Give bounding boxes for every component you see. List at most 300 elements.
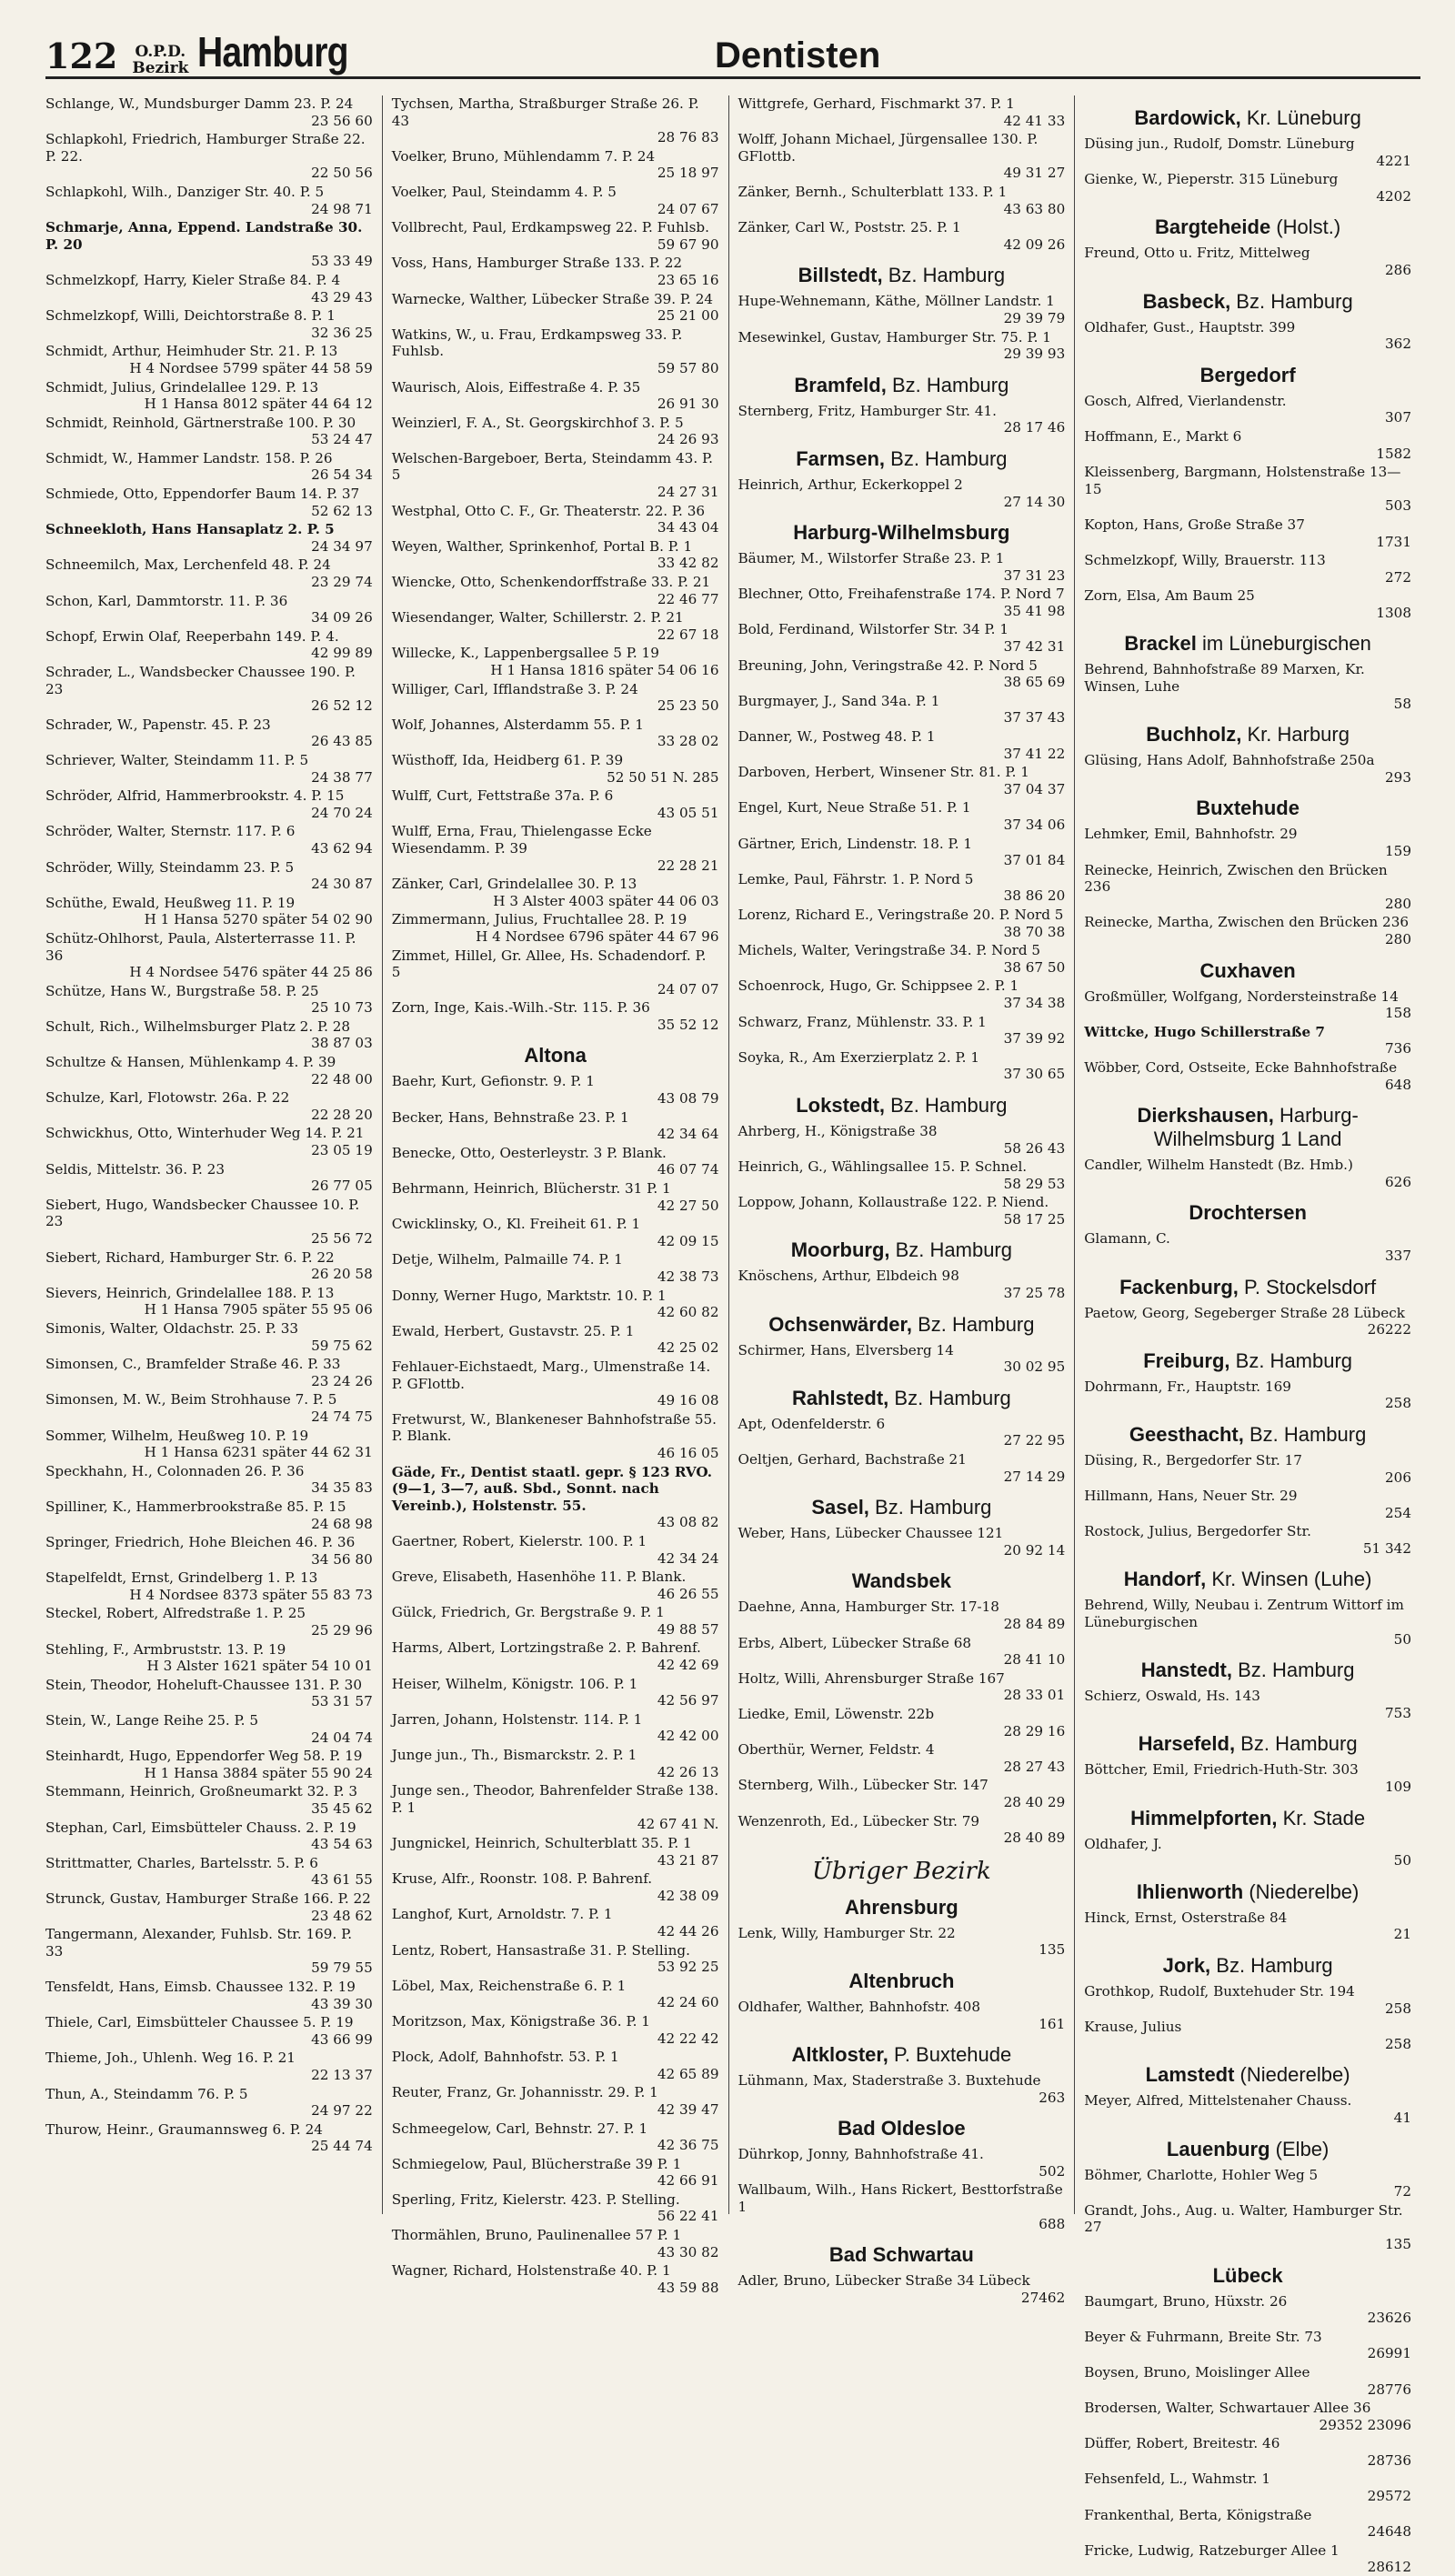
directory-entry [45, 787, 373, 821]
entry-phone: 37 25 78 [1003, 1285, 1066, 1302]
entry-phone: 22 67 18 [657, 626, 719, 643]
entry-phone: 43 54 63 [311, 1836, 373, 1853]
entry-phone: 206 [1385, 1468, 1411, 1486]
entry-text: Weyen, Walther, Sprinkenhof, Portal B. P. 1 [391, 537, 693, 555]
directory-entry [1084, 1523, 1411, 1557]
entry-phone: 24 30 87 [311, 876, 373, 893]
directory-entry [392, 823, 719, 874]
entry-text: Grandt, Johs., Aug. u. Walter, Hamburger Str. 27 [1084, 2201, 1403, 2236]
entry-phone: 4202 [1376, 187, 1411, 205]
entry-phone: 37 01 84 [1003, 852, 1066, 869]
column-2 [382, 95, 728, 2296]
directory-entry [392, 1288, 719, 1321]
entry-text: Warnecke, Walther, Lübecker Straße 39. P. 24 [391, 290, 714, 307]
directory-entry [1084, 1836, 1411, 1869]
entry-phone: 43 59 88 [657, 2279, 719, 2296]
entry-text: Schmiegelow, Paul, Blücherstraße 39 P. 1 [391, 2155, 682, 2172]
entry-text: Sternberg, Fritz, Hamburger Str. 41. [738, 402, 997, 419]
directory-entry [45, 1979, 373, 2012]
entry-text: Strunck, Gustav, Hamburger Straße 166. P. 22 [45, 1889, 371, 1907]
district-heading [1084, 1807, 1411, 1830]
district-name: Lamstedt [1145, 2063, 1235, 2087]
entry-text: Benecke, Otto, Oesterleystr. 3 P. Blank. [391, 1144, 667, 1161]
directory-entry [1084, 2202, 1411, 2253]
directory-entry [738, 586, 1066, 619]
district-name: Bargteheide [1155, 216, 1271, 239]
district-heading [1084, 1568, 1411, 1591]
directory-entry [45, 1748, 373, 1781]
entry-text: Schmidt, Arthur, Heimhuder Str. 21. P. 13 [45, 343, 338, 360]
entry-phone: 362 [1385, 336, 1411, 353]
directory-entry [45, 859, 373, 893]
directory-entry [738, 476, 1066, 510]
entry-text: Bäumer, M., Wilstorfer Straße 23. P. 1 [738, 550, 1005, 567]
district-name: Übriger Bezirk [812, 1857, 991, 1885]
entry-phone: H 3 Alster 4003 später 44 06 03 [493, 892, 719, 909]
entry-phone: 26 43 85 [311, 733, 373, 750]
entry-phone: 42 24 60 [657, 1994, 719, 2011]
directory-entry [738, 2272, 1066, 2306]
directory-entry [392, 415, 719, 448]
entry-text: Schirmer, Hans, Elversberg 14 [738, 1341, 954, 1358]
district-name: Sasel, [811, 1496, 869, 1519]
entry-phone: 23 29 74 [311, 574, 373, 591]
directory-entry [45, 521, 373, 555]
entry-text: Schwickhus, Otto, Winterhuder Weg 14. P. 21 [45, 1125, 365, 1142]
column-3 [728, 95, 1075, 2306]
entry-text: Donny, Werner Hugo, Marktstr. 10. P. 1 [391, 1287, 667, 1304]
district-heading [1084, 1201, 1411, 1225]
entry-phone: 42 99 89 [311, 645, 373, 662]
entry-phone: 286 [1385, 261, 1411, 278]
entry-text: Baumgart, Bruno, Hüxstr. 26 [1084, 2292, 1288, 2310]
entry-text: Langhof, Kurt, Arnoldstr. 7. P. 1 [391, 1906, 613, 1923]
entry-phone: 161 [1039, 2015, 1066, 2032]
entry-phone: 159 [1385, 843, 1411, 860]
entry-text: Wenzenroth, Ed., Lübecker Str. 79 [738, 1812, 980, 1829]
district-name: Wandsbek [851, 1569, 951, 1593]
entry-text: Krause, Julius [1084, 2019, 1182, 2036]
entry-phone: 24 98 71 [311, 200, 373, 217]
entry-phone: 42 36 75 [657, 2137, 719, 2154]
directory-entry [45, 1197, 373, 1248]
directory-entry [45, 717, 373, 750]
entry-phone: 37 34 38 [1003, 994, 1066, 1011]
district-heading [738, 521, 1066, 545]
directory-entry [45, 2050, 373, 2083]
entry-text: Wolf, Johannes, Alsterdamm 55. P. 1 [391, 716, 644, 733]
directory-entry [1084, 752, 1411, 786]
entry-phone: H 3 Alster 1621 später 54 10 01 [146, 1658, 373, 1675]
directory-entry [738, 329, 1066, 363]
district-heading [738, 2043, 1066, 2067]
directory-entry [1084, 2019, 1411, 2052]
district-suffix: im Lüneburgischen [1196, 632, 1371, 656]
entry-text: Böttcher, Emil, Friedrich-Huth-Str. 303 [1084, 1761, 1359, 1779]
column-1 [45, 95, 382, 2214]
entry-phone: 72 [1393, 2183, 1411, 2200]
entry-text: Lentz, Robert, Hansastraße 31. P. Stelling. [391, 1941, 690, 1959]
directory-entry [45, 628, 373, 662]
district-name: Ochsenwärder, [768, 1312, 912, 1336]
directory-entry [1084, 428, 1411, 462]
directory-entry [392, 2049, 719, 2082]
entry-text: Engel, Kurt, Neue Straße 51. P. 1 [738, 799, 971, 817]
entry-text: Rostock, Julius, Bergedorfer Str. [1084, 1523, 1311, 1540]
directory-entry [738, 403, 1066, 436]
entry-text: Schmiede, Otto, Eppendorfer Baum 14. P. 37 [45, 486, 360, 503]
entry-text: Stephan, Carl, Eimsbütteler Chauss. 2. P. 19 [45, 1819, 356, 1836]
entry-phone: 1582 [1376, 445, 1411, 462]
entry-phone: 43 21 87 [657, 1851, 719, 1869]
entry-phone: 43 63 80 [1003, 200, 1066, 217]
directory-entry [738, 293, 1066, 326]
entry-text: Grothkop, Rudolf, Buxtehuder Str. 194 [1084, 1983, 1355, 2000]
entry-phone: 23 24 26 [311, 1372, 373, 1389]
entry-text: Glüsing, Hans Adolf, Bahnhofstraße 250a [1084, 752, 1375, 769]
directory-entry [45, 1391, 373, 1425]
directory-entry [1084, 1597, 1411, 1648]
entry-phone: 38 67 50 [1003, 958, 1066, 976]
entry-phone: 58 26 43 [1003, 1139, 1066, 1157]
entry-text: Boysen, Bruno, Moislinger Allee [1084, 2363, 1310, 2381]
directory-entry [738, 95, 1066, 129]
directory-entry [392, 1906, 719, 1940]
entry-text: Schmidt, Julius, Grindelallee 129. P. 13 [45, 378, 319, 396]
entry-text: Sommer, Wilhelm, Heußweg 10. P. 19 [45, 1427, 309, 1444]
entry-text: Behrend, Willy, Neubau i. Zentrum Wittorf im Lüneburgischen [1084, 1597, 1404, 1631]
entry-text: Fehlauer-Eichstaedt, Marg., Ulmenstraße 14. P. GFlottb. [391, 1358, 711, 1392]
district-suffix: Bz. Hamburg [889, 1238, 1012, 1262]
entry-phone: 28 84 89 [1003, 1616, 1066, 1632]
entry-phone: 258 [1385, 2000, 1411, 2017]
entry-phone: 37 31 23 [1003, 566, 1066, 584]
entry-phone: 158 [1385, 1005, 1411, 1022]
district-name: Bramfeld, [794, 373, 887, 396]
directory-entry [45, 1926, 373, 1977]
entry-phone: 28 40 89 [1003, 1829, 1066, 1847]
entry-text: Michels, Walter, Veringstraße 34. P. Nord 5 [738, 942, 1041, 959]
entry-text: Knöschens, Arthur, Elbdeich 98 [738, 1268, 959, 1285]
directory-entry [1084, 2167, 1411, 2200]
directory-entry [392, 1533, 719, 1567]
directory-entry [738, 764, 1066, 797]
entry-phone: 26 20 58 [311, 1266, 373, 1283]
district-suffix: (Niederelbe) [1234, 2063, 1350, 2087]
directory-entry [392, 503, 719, 536]
entry-phone: 25 56 72 [311, 1230, 373, 1247]
entry-text: Gülck, Friedrich, Gr. Bergstraße 9. P. 1 [391, 1604, 665, 1621]
entry-text: Schmidt, W., Hammer Landstr. 158. P. 26 [45, 449, 333, 466]
entry-phone: 38 65 69 [1003, 674, 1066, 691]
district-name: Altkloster, [791, 2043, 888, 2067]
entry-phone: 43 62 94 [311, 839, 373, 857]
entry-text: Wüsthoff, Ida, Heidberg 61. P. 39 [391, 751, 624, 768]
entry-phone: 59 75 62 [311, 1337, 373, 1354]
entry-text: Schrader, W., Papenstr. 45. P. 23 [45, 716, 271, 733]
entry-text: Detje, Wilhelm, Palmaille 74. P. 1 [391, 1251, 623, 1268]
district-suffix: Kr. Stade [1277, 1806, 1366, 1829]
entry-text: Darboven, Herbert, Winsener Str. 81. P. 1 [738, 764, 1029, 781]
directory-entry [392, 947, 719, 998]
entry-phone: 46 26 55 [657, 1585, 719, 1602]
entry-text: Schüthe, Ewald, Heußweg 11. P. 19 [45, 894, 296, 911]
directory-entry [1084, 1059, 1411, 1093]
directory-entry [1084, 319, 1411, 353]
directory-entry [45, 219, 373, 270]
entry-text: Loppow, Johann, Kollaustraße 122. P. Niend. [738, 1194, 1049, 1211]
directory-entry [392, 1639, 719, 1673]
entry-text: Thiele, Carl, Eimsbütteler Chaussee 5. P. 19 [45, 2014, 354, 2031]
district-heading [738, 1238, 1066, 1262]
entry-text: Zimmet, Hillel, Gr. Allee, Hs. Schadendorf. P. 5 [391, 947, 707, 981]
entry-phone: 258 [1385, 1395, 1411, 1412]
district-suffix: (Elbe) [1269, 2137, 1330, 2160]
entry-phone: 27 14 30 [1003, 493, 1066, 510]
directory-entry [392, 1676, 719, 1709]
directory-entry [392, 1216, 719, 1249]
entry-text: Simonsen, M. W., Beim Strohhause 7. P. 5 [45, 1391, 337, 1408]
directory-entry [1084, 2364, 1411, 2398]
entry-text: Willecke, K., Lappenbergsallee 5 P. 19 [391, 645, 659, 662]
entry-text: Schulze, Karl, Flotowstr. 26a. P. 22 [45, 1089, 290, 1107]
directory-entry [392, 1569, 719, 1602]
district-heading [1084, 1732, 1411, 1756]
entry-text: Düffer, Robert, Breitestr. 46 [1084, 2435, 1280, 2452]
district-name: Bardowick, [1134, 106, 1241, 129]
entry-phone: H 1 Hansa 3884 später 55 90 24 [144, 1764, 373, 1781]
entry-phone: 59 67 90 [657, 236, 719, 253]
directory-entry [738, 907, 1066, 940]
directory-entry [45, 2086, 373, 2120]
entry-phone: 29 39 93 [1003, 346, 1066, 363]
entry-text: Oberthür, Werner, Feldstr. 4 [738, 1741, 935, 1759]
district-name: Jork, [1162, 1954, 1211, 1977]
directory-entry [738, 2072, 1066, 2106]
entry-phone: 24 04 74 [311, 1729, 373, 1746]
district-suffix: (Holst.) [1270, 216, 1341, 239]
district-heading [738, 2243, 1066, 2267]
entry-phone: 26222 [1367, 1321, 1411, 1338]
entry-phone: 26991 [1367, 2345, 1411, 2362]
district-name: Freiburg, [1143, 1348, 1230, 1372]
directory-entry [45, 1285, 373, 1318]
district-heading [1084, 1880, 1411, 1904]
entry-text: Wulff, Erna, Frau, Thielengasse Ecke Wiesendamm. P. 39 [391, 823, 652, 857]
directory-entry [392, 1145, 719, 1178]
directory-entry [45, 930, 373, 981]
directory-entry [392, 999, 719, 1033]
entry-phone: 25 23 50 [657, 697, 719, 715]
entry-phone: 27 14 29 [1003, 1468, 1066, 1485]
district-heading [738, 2117, 1066, 2140]
entry-phone: 53 31 57 [311, 1693, 373, 1710]
entry-phone: 50 [1393, 1852, 1411, 1869]
directory-entry [1084, 393, 1411, 426]
entry-phone: 42 34 24 [657, 1549, 719, 1567]
entry-text: Stein, Theodor, Hoheluft-Chaussee 131. P. 30 [45, 1676, 362, 1693]
directory-entry [392, 2156, 719, 2190]
directory-entry [45, 1641, 373, 1675]
entry-text: Stapelfeldt, Ernst, Grindelberg 1. P. 13 [45, 1569, 318, 1587]
entry-phone: 26 52 12 [311, 697, 373, 715]
entry-text: Breuning, John, Veringstraße 42. P. Nord 5 [738, 657, 1038, 674]
entry-text: Schlange, W., Mundsburger Damm 23. P. 24 [45, 95, 354, 112]
entry-text: Hupe-Wehnemann, Käthe, Möllner Landstr. 1 [738, 293, 1055, 310]
district-suffix: Kr. Lüneburg [1240, 106, 1361, 129]
entry-text: Voelker, Bruno, Mühlendamm 7. P. 24 [391, 147, 656, 165]
entry-text: Simonis, Walter, Oldachstr. 25. P. 33 [45, 1319, 299, 1337]
entry-text: Greve, Elisabeth, Hasenhöhe 11. P. Blank. [391, 1569, 687, 1586]
district-name: Himmelpforten, [1130, 1806, 1278, 1829]
entry-phone: 26 77 05 [311, 1178, 373, 1195]
entry-phone: 37 41 22 [1003, 745, 1066, 762]
district-heading [1084, 364, 1411, 387]
entry-text: Wiesendanger, Walter, Schillerstr. 2. P. 21 [391, 609, 684, 626]
entry-phone: 42 65 89 [657, 2065, 719, 2082]
directory-entry [45, 1249, 373, 1283]
entry-phone: 280 [1385, 895, 1411, 912]
entry-phone: 58 29 53 [1003, 1175, 1066, 1192]
directory-entry [392, 1251, 719, 1285]
district-name: Basbeck, [1142, 289, 1231, 313]
directory-entry [45, 1605, 373, 1639]
entry-text: Becker, Hans, Behnstraße 23. P. 1 [391, 1108, 629, 1126]
directory-entry [738, 1635, 1066, 1669]
entry-text: Voss, Hans, Hamburger Straße 133. P. 22 [391, 255, 683, 272]
directory-entry [45, 823, 373, 857]
entry-text: Cwicklinsky, O., Kl. Freiheit 61. P. 1 [391, 1216, 641, 1233]
district-suffix: Kr. Harburg [1241, 723, 1350, 747]
entry-phone: 52 50 51 N. 285 [607, 768, 719, 786]
entry-text: Behrmann, Heinrich, Blücherstr. 31 P. 1 [391, 1180, 671, 1198]
entry-text: Hillmann, Hans, Neuer Str. 29 [1084, 1488, 1298, 1505]
entry-text: Ewald, Herbert, Gustavstr. 25. P. 1 [391, 1322, 635, 1339]
entry-phone: 29 39 79 [1003, 309, 1066, 326]
columns [45, 95, 1420, 2576]
entry-phone: 109 [1385, 1779, 1411, 1796]
entry-text: Westphal, Otto C. F., Gr. Theaterstr. 22. P. 36 [391, 502, 706, 519]
district-heading [738, 374, 1066, 397]
district-heading [738, 1496, 1066, 1519]
district-name: Lauenburg [1166, 2137, 1270, 2160]
directory-entry [392, 184, 719, 217]
directory-entry [392, 1604, 719, 1638]
entry-phone: 38 86 20 [1003, 887, 1066, 905]
city-title: Hamburg [197, 28, 349, 75]
entry-text: Heiser, Wilhelm, Königstr. 106. P. 1 [391, 1675, 638, 1692]
district-name: Brackel [1124, 632, 1197, 656]
district-name: Bergedorf [1199, 363, 1296, 386]
entry-phone: H 1 Hansa 1816 später 54 06 16 [490, 662, 719, 678]
directory-entry [738, 1014, 1066, 1047]
entry-phone: 23 56 60 [311, 112, 373, 129]
entry-phone: 37 04 37 [1003, 780, 1066, 797]
entry-text: Jungnickel, Heinrich, Schulterblatt 35. P. 1 [391, 1835, 692, 1851]
district-heading [1084, 1659, 1411, 1682]
directory-entry [738, 1706, 1066, 1739]
directory-entry [738, 1925, 1066, 1959]
entry-phone: 34 09 26 [311, 609, 373, 626]
district-heading [392, 1044, 719, 1067]
directory-entry [1084, 826, 1411, 859]
district-suffix: Bz. Hamburg [882, 264, 1006, 287]
directory-entry [738, 219, 1066, 253]
entry-text: Fretwurst, W., Blankeneser Bahnhofstraße 55. P. Blank. [391, 1410, 717, 1445]
directory-entry [392, 681, 719, 715]
entry-phone: H 4 Nordsee 6796 später 44 67 96 [476, 927, 719, 945]
entry-text: Reinecke, Martha, Zwischen den Brücken 236 [1084, 914, 1410, 931]
entry-text: Hoffmann, E., Markt 6 [1084, 427, 1242, 445]
directory-entry [45, 1569, 373, 1603]
directory-entry [45, 95, 373, 129]
directory-entry [392, 1109, 719, 1143]
entry-text: Düsing, R., Bergedorfer Str. 17 [1084, 1451, 1302, 1468]
directory-entry [1084, 1761, 1411, 1795]
directory-entry [392, 609, 719, 643]
entry-text: Danner, W., Postweg 48. P. 1 [738, 728, 936, 746]
entry-text: Beyer & Fuhrmann, Breite Str. 73 [1084, 2328, 1322, 2345]
directory-entry [45, 1819, 373, 1853]
entry-phone: 34 56 80 [311, 1550, 373, 1568]
entry-phone: 41 [1393, 2109, 1411, 2126]
directory-entry [738, 621, 1066, 655]
entry-text: Springer, Friedrich, Hohe Bleichen 46. P. 36 [45, 1534, 356, 1551]
entry-text: Junge sen., Theodor, Bahrenfelder Straße 138. P. 1 [391, 1782, 719, 1816]
entry-phone: 42 34 64 [657, 1126, 719, 1143]
entry-phone: 32 36 25 [311, 324, 373, 341]
directory-entry [392, 2191, 719, 2225]
entry-phone: 688 [1039, 2215, 1066, 2232]
entry-text: Schult, Rich., Wilhelmsburger Platz 2. P. 28 [45, 1017, 351, 1035]
entry-text: Meyer, Alfred, Mittelstenaher Chauss. [1084, 2092, 1352, 2110]
directory-entry [45, 2014, 373, 2048]
entry-text: Steckel, Robert, Alfredstraße 1. P. 25 [45, 1605, 306, 1622]
entry-phone: 52 62 13 [311, 502, 373, 519]
entry-phone: 42 26 13 [657, 1763, 719, 1780]
entry-phone: 263 [1039, 2089, 1066, 2106]
entry-phone: 24 26 93 [657, 431, 719, 448]
entry-phone: 22 28 20 [311, 1106, 373, 1123]
entry-text: Heinrich, Arthur, Eckerkoppel 2 [738, 476, 963, 493]
entry-phone: 53 33 49 [311, 253, 373, 270]
entry-text: Spilliner, K., Hammerbrookstraße 85. P. 15 [45, 1498, 346, 1515]
entry-phone: 43 05 51 [657, 804, 719, 821]
entry-text: Frankenthal, Berta, Königstraße [1084, 2506, 1312, 2523]
directory-entry [392, 717, 719, 750]
directory-entry [45, 415, 373, 448]
entry-text: Schopf, Erwin Olaf, Reeperbahn 149. P. 4. [45, 627, 339, 645]
entry-phone: 23 48 62 [311, 1907, 373, 1924]
district-heading [738, 1569, 1066, 1593]
directory-entry [45, 2121, 373, 2155]
entry-text: Schmelzkopf, Willi, Deichtorstraße 8. P. 1 [45, 307, 336, 325]
directory-entry [392, 1711, 719, 1745]
directory-entry [392, 1358, 719, 1409]
entry-text: Schröder, Alfrid, Hammerbrookstr. 4. P. 15 [45, 787, 345, 805]
district-name: Hanstedt, [1140, 1659, 1232, 1682]
entry-text: Glamann, C. [1084, 1230, 1170, 1248]
directory-entry [1084, 914, 1411, 947]
entry-phone: 753 [1385, 1704, 1411, 1721]
directory-entry [1084, 2435, 1411, 2469]
entry-text: Schlapkohl, Wilh., Danziger Str. 40. P. 5 [45, 183, 325, 200]
directory-entry [392, 291, 719, 325]
section-title: Dentisten [715, 35, 881, 75]
entry-phone: 37 30 65 [1003, 1066, 1066, 1083]
entry-phone: 49 31 27 [1003, 165, 1066, 182]
directory-entry [45, 184, 373, 217]
